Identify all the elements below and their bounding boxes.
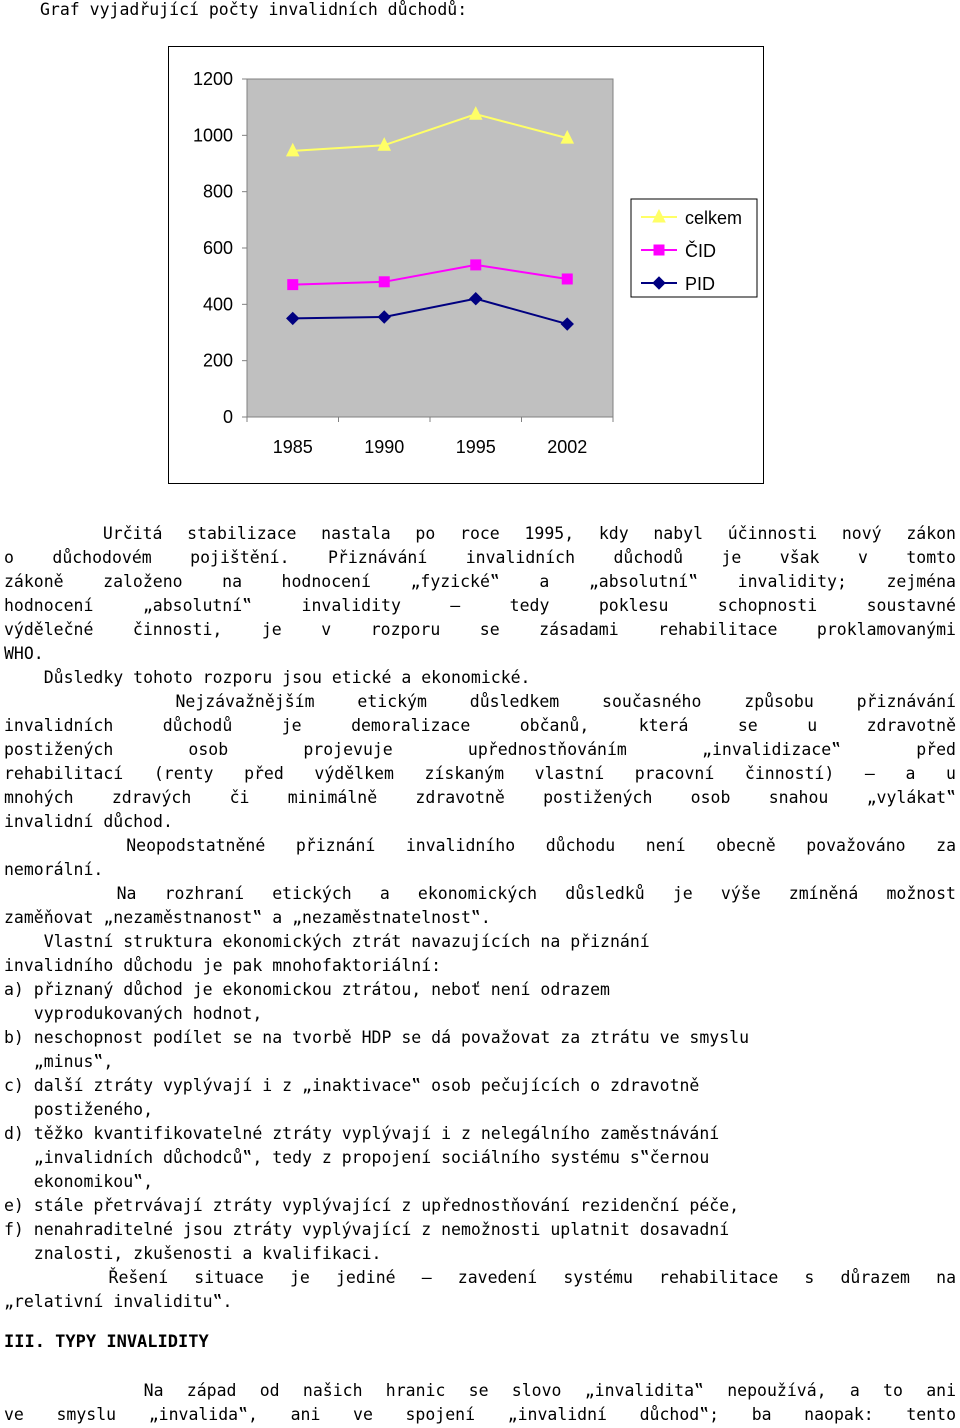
paragraph-line: rehabilitací (renty před výdělkem získaným vlastní pracovní činností) – a u [4,764,956,783]
list-item-a-cont: vyprodukovaných hodnot, [4,1004,263,1023]
paragraph-line: o důchodovém pojištění. Přiznávání invalidních důchodů je však v tomto [4,548,956,567]
paragraph-line: WHO. [4,644,44,663]
legend-label--id: ČID [685,241,716,261]
list-item-c-cont: postiženého, [4,1100,154,1119]
paragraph-line: Vlastní struktura ekonomických ztrát navazujících na přiznání [4,932,650,951]
legend-label-pid: PID [685,274,716,294]
paragraph-line: invalidního důchodu je pak mnohofaktoriální: [4,956,442,975]
list-item-d: d) těžko kvantifikovatelné ztráty vyplývají i z nelegálního zaměstnávání [4,1124,720,1143]
legend-label-celkem: celkem [685,208,743,228]
data-point--id [562,274,572,284]
paragraph-line: Na rozhraní etických a ekonomických důsledků je výše zmíněná možnost [4,884,956,903]
paragraph-line: Určitá stabilizace nastala po roce 1995, kdy nabyl účinnosti nový zákon [4,524,956,543]
paragraph-line: invalidních důchodů je demoralizace občanů, která se u zdravotně [4,716,956,735]
x-tick-label: 1985 [272,437,313,457]
paragraph-line: postižených osob projevuje upřednostňováním „invalidizace‟ před [4,740,956,759]
x-tick-label: 1995 [455,437,496,457]
paragraph-line: Neopodstatněné přiznání invalidního důchodu není obecně považováno za [4,836,956,855]
paragraph-line: invalidní důchod. [4,812,173,831]
data-point--id [471,260,481,270]
x-tick-label: 2002 [547,437,588,457]
list-item-b: b) neschopnost podílet se na tvorbě HDP se dá považovat za ztrátu ve smyslu [4,1028,750,1047]
legend-marker--id [654,245,664,255]
paragraph-line: Řešení situace je jediné – zavedení systému rehabilitace s důrazem na [4,1268,956,1287]
paragraph-line: Důsledky tohoto rozporu jsou etické a ekonomické. [4,668,531,687]
y-tick-label: 800 [202,181,233,202]
paragraph-line: nemorální. [4,860,104,879]
y-tick-label: 1000 [192,125,233,146]
paragraph-line: ve smyslu „invalida‟, ani ve spojení „invalidní důchod‟; ba naopak: tento [4,1405,956,1424]
paragraph-line: Na západ od našich hranic se slovo „invalidita‟ nepoužívá, a to ani [4,1381,956,1400]
list-item-a: a) přiznaný důchod je ekonomickou ztrátou, neboť není odrazem [4,980,610,999]
chart-container [168,46,764,484]
list-item-f: f) nenahraditelné jsou ztráty vyplývající z nemožnosti uplatnit dosavadní [4,1220,730,1239]
list-item-f-cont: znalosti, zkušenosti a kvalifikaci. [4,1244,382,1263]
chart-caption: Graf vyjadřující počty invalidních důchodů: [40,0,468,19]
list-item-b-cont: „minus‟, [4,1052,114,1071]
paragraph-line: „relativní invaliditu‟. [4,1292,233,1311]
y-tick-label: 0 [222,407,233,427]
line-chart [169,47,763,483]
list-item-e: e) stále přetrvávají ztráty vyplývající z upřednostňování rezidenční péče, [4,1196,740,1215]
paragraph-line: hodnocení „absolutní‟ invalidity – tedy poklesu schopnosti soustavné [4,596,956,615]
paragraph-line: mnohých zdravých či minimálně zdravotně postižených osob snahou „vylákat‟ [4,788,956,807]
y-tick-label: 1200 [192,69,233,89]
paragraph-line: Nejzávažnějším etickým důsledkem současného způsobu přiznávání [4,692,956,711]
x-tick-label: 1990 [364,437,405,457]
y-tick-label: 600 [202,238,233,258]
paragraph-line: výdělečné činnosti, je v rozporu se zásadami rehabilitace proklamovanými [4,620,956,639]
paragraph-line: zaměňovat „nezaměstnanost‟ a „nezaměstnatelnost‟. [4,908,491,927]
y-tick-label: 200 [202,350,233,371]
list-item-d-cont: „invalidních důchodců‟, tedy z propojení sociálního systému s‟černou [4,1148,710,1167]
paragraph-line: zákoně založeno na hodnocení „fyzické‟ a „absolutní‟ invalidity; zejména [4,572,956,591]
data-point--id [379,277,389,287]
list-item-d-cont: ekonomikou‟, [4,1172,154,1191]
list-item-c: c) další ztráty vyplývají i z „inaktivace‟ osob pečujících o zdravotně [4,1076,700,1095]
section-heading: III. TYPY INVALIDITY [4,1332,209,1352]
y-tick-label: 400 [202,294,233,315]
data-point--id [288,280,298,290]
